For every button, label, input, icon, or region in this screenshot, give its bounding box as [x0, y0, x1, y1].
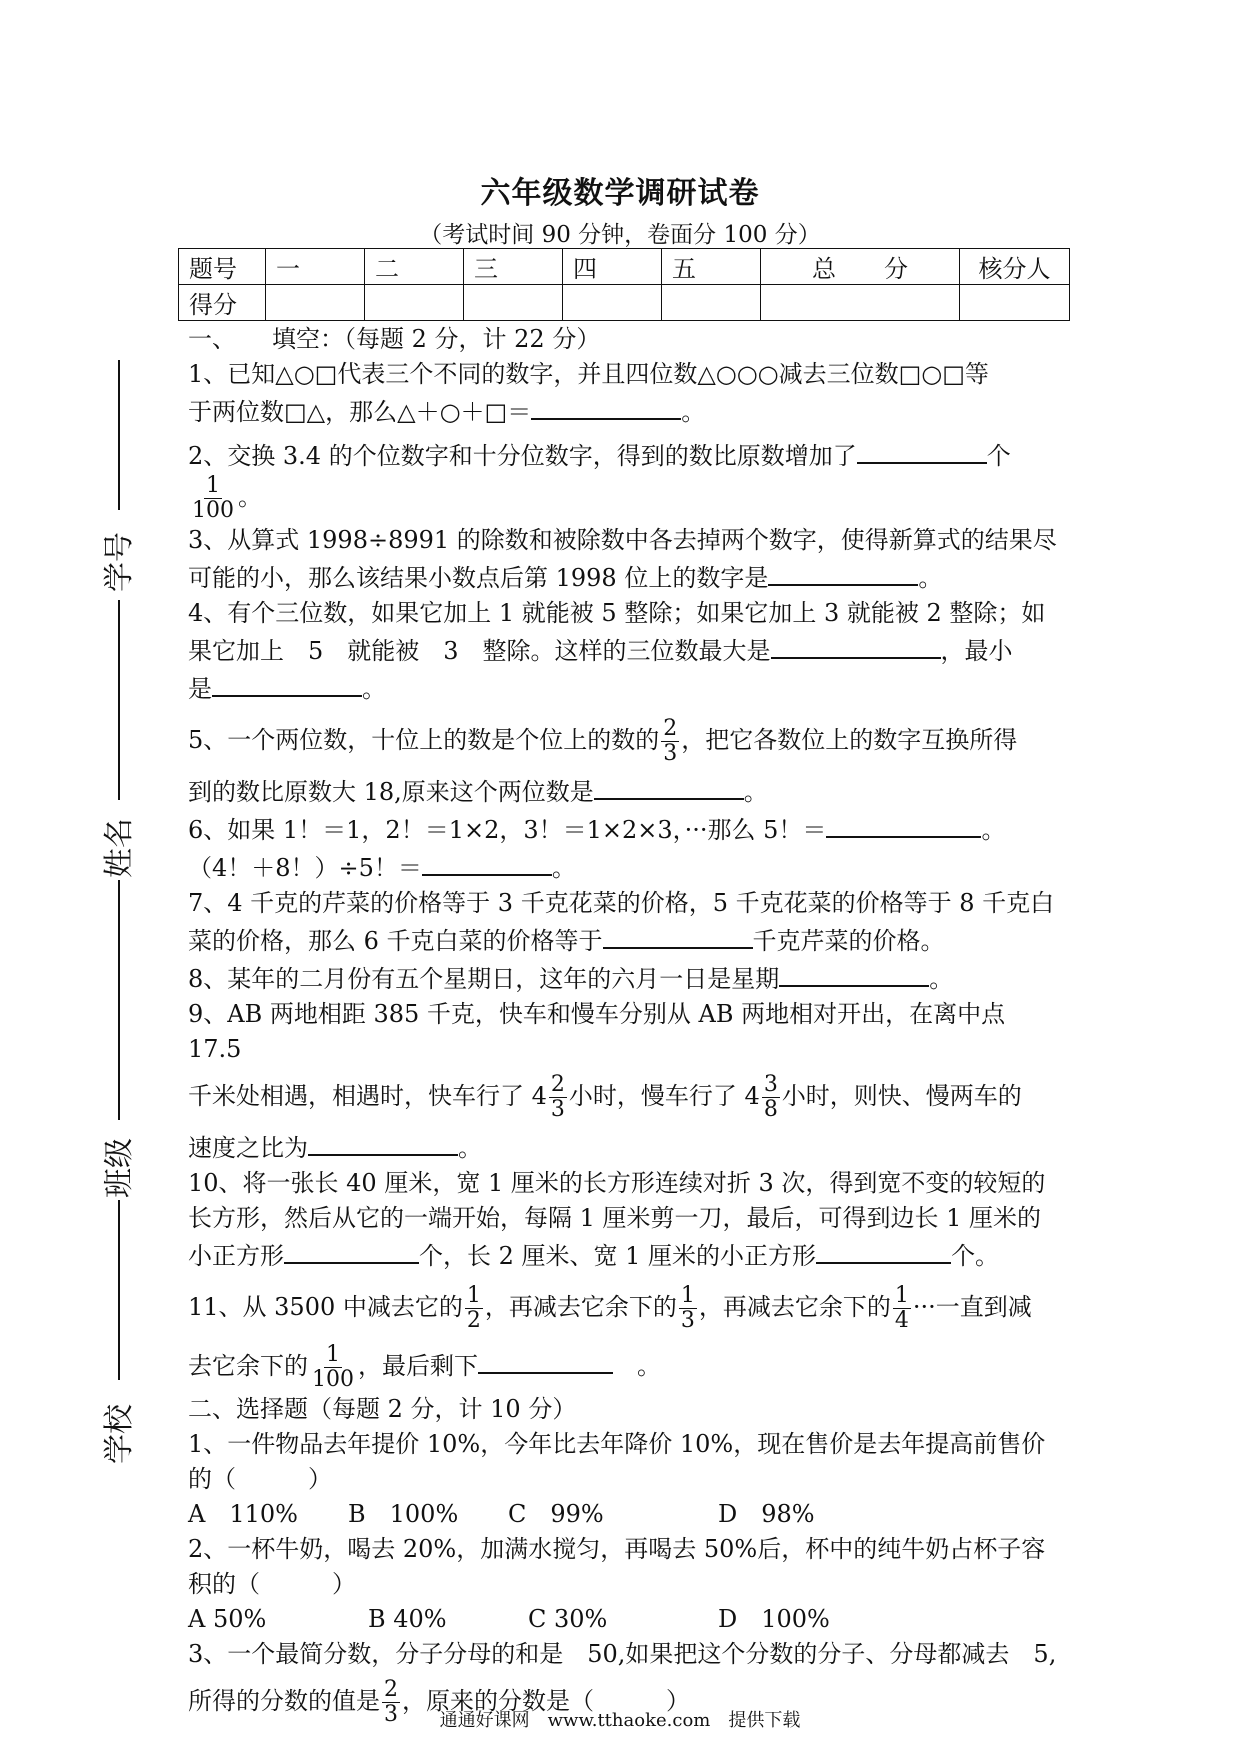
binding-line [118, 600, 120, 800]
question-10: 10、将一张长 40 厘米，宽 1 厘米的长方形连续对折 3 次，得到宽不变的较短的 [188, 1169, 1046, 1197]
question-1: 1、已知△○□代表三个不同的数字，并且四位数△○○○减去三位数□○□等 [188, 360, 989, 388]
fraction: $\frac{2}{3}$ [663, 716, 678, 766]
question-3: 3、从算式 1998÷8991 的除数和被除数中各去掉两个数字，使得新算式的结果尽 [188, 526, 1057, 554]
question-9-cont2: 速度之比为 。 [188, 1128, 1060, 1166]
answer-blank[interactable] [771, 631, 941, 659]
choice-question-2-cont: 积的（ ） [188, 1570, 356, 1598]
choice-option[interactable]: C 30% [528, 1605, 608, 1633]
answer-blank[interactable] [212, 669, 362, 697]
question-5: 5、一个两位数，十位上的数是个位上的数的 $\frac{2}{3}$ ，把它各数位上的数字互换所得 [188, 716, 1018, 766]
question-7-cont: 菜的价格，那么 6 千克白菜的价格等于 千克芹菜的价格。 [188, 921, 1060, 959]
answer-blank[interactable] [768, 558, 918, 586]
question-2: 2、交换 3.4 的个位数字和十分位数字，得到的数比原数增加了 个 $\frac{1}{100}$ 。 [188, 436, 1060, 523]
choice-option[interactable]: A 110% [188, 1500, 298, 1528]
question-10-cont2: 小正方形 个，长 2 厘米、宽 1 厘米的小正方形 个。 [188, 1236, 1060, 1274]
question-6-cont: （4！＋8！）÷5！＝ 。 [188, 848, 1060, 886]
score-cell[interactable] [761, 285, 960, 321]
answer-blank[interactable] [779, 959, 929, 987]
score-header-cell: 总 分 [761, 249, 960, 285]
choice-options [188, 1602, 1060, 1637]
score-header-cell: 四 [563, 249, 662, 285]
answer-blank[interactable] [531, 392, 681, 420]
fraction: $\frac{2}{3}$ [384, 1677, 398, 1727]
score-table [178, 248, 1070, 321]
score-cell[interactable] [365, 285, 464, 321]
binding-line [118, 880, 120, 1120]
score-header-cell: 题号 [179, 249, 266, 285]
section-heading: 二、选择题（每题 2 分，计 10 分） [188, 1395, 577, 1423]
question-9: 9、AB 两地相距 385 千克，快车和慢车分别从 AB 两地相对开出，在离中点 17.5 [188, 1000, 1006, 1063]
answer-blank[interactable] [284, 1236, 419, 1264]
fraction: $\frac{1}{100}$ [312, 1342, 354, 1392]
section-heading: 一、 填空：（每题 2 分，计 22 分） [188, 325, 601, 353]
side-label-class: 班级 [102, 1138, 137, 1198]
answer-blank[interactable] [478, 1346, 613, 1374]
fraction: $\frac{1}{4}$ [894, 1283, 909, 1333]
question-11: 11、从 3500 中减去它的 $\frac{1}{2}$ ，再减去它余下的 $\frac{1}{3}$ ，再减去它余下的 $\frac{1}{4}$ ···一直到减 [188, 1283, 1032, 1333]
answer-blank[interactable] [422, 848, 552, 876]
choice-options [188, 1497, 1060, 1532]
question-5-cont: 到的数比原数大 18,原来这个两位数是 。 [188, 772, 1060, 810]
side-label-student-number: 学号 [102, 532, 137, 592]
score-header-cell: 二 [365, 249, 464, 285]
choice-option[interactable]: B 100% [348, 1500, 459, 1528]
question-4-cont2: 是 。 [188, 669, 1060, 707]
exam-body [188, 322, 1060, 1727]
score-cell[interactable] [266, 285, 365, 321]
answer-blank[interactable] [826, 810, 981, 838]
fraction: $\frac{1}{3}$ [680, 1283, 695, 1333]
score-table-header-row [179, 249, 1070, 285]
question-9-cont: 千米处相遇，相遇时，快车行了 4 $\frac{2}{3}$ 小时，慢车行了 4 $\frac{3}{8}$ 小时，则快、慢两车的 [188, 1072, 1022, 1122]
answer-blank[interactable] [857, 436, 987, 464]
question-7: 7、4 千克的芹菜的价格等于 3 千克花菜的价格，5 千克花菜的价格等于 8 千克白 [188, 889, 1055, 917]
choice-option[interactable]: B 40% [368, 1605, 447, 1633]
question-4: 4、有个三位数，如果它加上 1 就能被 5 整除；如果它加上 3 就能被 2 整除；如 [188, 599, 1046, 627]
score-row-label: 得分 [179, 285, 266, 321]
choice-question-1: 1、一件物品去年提价 10%，今年比去年降价 10%，现在售价是去年提高前售价 [188, 1430, 1046, 1458]
choice-question-1-cont: 的（ ） [188, 1465, 332, 1493]
question-6: 6、如果 1！＝1，2！＝1×2，3！＝1×2×3，···那么 5！＝ 。 [188, 810, 1060, 848]
page-title: 六年级数学调研试卷 [480, 176, 760, 211]
choice-option[interactable]: C 99% [508, 1500, 604, 1528]
binding-line [118, 1200, 120, 1380]
side-label-name: 姓名 [102, 818, 137, 878]
score-cell[interactable] [662, 285, 761, 321]
score-header-cell: 三 [464, 249, 563, 285]
score-cell[interactable] [464, 285, 563, 321]
score-table-score-row [179, 285, 1070, 321]
fraction: $\frac{2}{3}$ [550, 1072, 565, 1122]
question-1-cont: 于两位数□△，那么△＋○＋□＝ 。 [188, 392, 1060, 430]
page-footer: 通通好课网 www.tthaoke.com 提供下载 [439, 1710, 801, 1731]
question-3-cont: 可能的小，那么该结果小数点后第 1998 位上的数字是 。 [188, 558, 1060, 596]
score-header-cell: 核分人 [960, 249, 1070, 285]
score-header-cell: 五 [662, 249, 761, 285]
answer-blank[interactable] [816, 1236, 951, 1264]
choice-question-3-cont: 所得的分数的值是 $\frac{2}{3}$ ，原来的分数是（ ） [188, 1677, 690, 1727]
answer-blank[interactable] [308, 1128, 458, 1156]
side-label-school: 学校 [102, 1404, 137, 1464]
choice-option[interactable]: D 100% [718, 1605, 830, 1633]
question-4-cont: 果它加上 5 就能被 3 整除。这样的三位数最大是 ，最小 [188, 631, 1060, 669]
answer-blank[interactable] [594, 772, 744, 800]
choice-option[interactable]: D 98% [718, 1500, 815, 1528]
page-subtitle: （考试时间 90 分钟，卷面分 100 分） [419, 222, 821, 248]
fraction: $\frac{1}{100}$ [192, 473, 234, 523]
fraction: $\frac{1}{2}$ [466, 1283, 481, 1333]
question-11-cont: 去它余下的 $\frac{1}{100}$ ，最后剩下 。 [188, 1342, 661, 1392]
choice-question-3: 3、一个最简分数，分子分母的和是 50,如果把这个分数的分子、分母都减去 5, [188, 1640, 1057, 1668]
fraction: $\frac{3}{8}$ [763, 1072, 778, 1122]
score-cell[interactable] [563, 285, 662, 321]
choice-question-2: 2、一杯牛奶，喝去 20%，加满水搅匀，再喝去 50%后，杯中的纯牛奶占杯子容 [188, 1535, 1046, 1563]
question-10-cont: 长方形，然后从它的一端开始，每隔 1 厘米剪一刀，最后，可得到边长 1 厘米的 [188, 1204, 1042, 1232]
answer-blank[interactable] [603, 921, 753, 949]
binding-line [118, 360, 120, 510]
choice-option[interactable]: A 50% [188, 1605, 267, 1633]
question-8: 8、某年的二月份有五个星期日，这年的六月一日是星期 。 [188, 959, 1060, 997]
score-header-cell: 一 [266, 249, 365, 285]
score-cell[interactable] [960, 285, 1070, 321]
